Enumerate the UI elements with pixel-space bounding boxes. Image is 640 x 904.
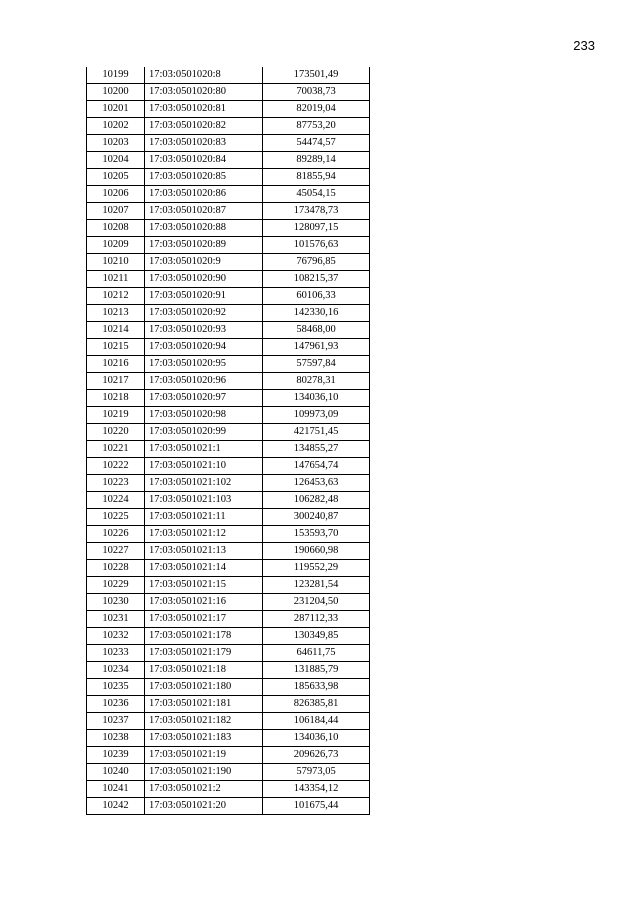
cadastral-number-cell: 17:03:0501020:90 xyxy=(145,271,263,288)
row-number-cell: 10232 xyxy=(87,628,145,645)
cadastral-number-cell: 17:03:0501021:179 xyxy=(145,645,263,662)
row-number-cell: 10233 xyxy=(87,645,145,662)
row-number-cell: 10214 xyxy=(87,322,145,339)
row-number-cell: 10231 xyxy=(87,611,145,628)
cadastral-value-table xyxy=(86,67,370,815)
row-number-cell: 10235 xyxy=(87,679,145,696)
cadastral-number-cell: 17:03:0501020:95 xyxy=(145,356,263,373)
table-row xyxy=(87,560,370,577)
cadastral-value-cell: 134036,10 xyxy=(263,390,370,407)
cadastral-number-cell: 17:03:0501020:85 xyxy=(145,169,263,186)
row-number-cell: 10221 xyxy=(87,441,145,458)
cadastral-number-cell: 17:03:0501021:16 xyxy=(145,594,263,611)
table-row xyxy=(87,356,370,373)
row-number-cell: 10201 xyxy=(87,101,145,118)
cadastral-value-cell: 101576,63 xyxy=(263,237,370,254)
row-number-cell: 10228 xyxy=(87,560,145,577)
row-number-cell: 10222 xyxy=(87,458,145,475)
table-row xyxy=(87,611,370,628)
table-row xyxy=(87,713,370,730)
table-row xyxy=(87,628,370,645)
row-number-cell: 10219 xyxy=(87,407,145,424)
cadastral-number-cell: 17:03:0501020:80 xyxy=(145,84,263,101)
table-row xyxy=(87,152,370,169)
cadastral-value-cell: 106184,44 xyxy=(263,713,370,730)
table-row xyxy=(87,254,370,271)
cadastral-number-cell: 17:03:0501020:83 xyxy=(145,135,263,152)
row-number-cell: 10212 xyxy=(87,288,145,305)
table-row xyxy=(87,237,370,254)
cadastral-value-cell: 64611,75 xyxy=(263,645,370,662)
table-row xyxy=(87,101,370,118)
cadastral-value-cell: 89289,14 xyxy=(263,152,370,169)
cadastral-number-cell: 17:03:0501021:102 xyxy=(145,475,263,492)
cadastral-number-cell: 17:03:0501020:81 xyxy=(145,101,263,118)
cadastral-number-cell: 17:03:0501021:103 xyxy=(145,492,263,509)
table-row xyxy=(87,679,370,696)
cadastral-value-cell: 128097,15 xyxy=(263,220,370,237)
table-row xyxy=(87,492,370,509)
table-row xyxy=(87,169,370,186)
row-number-cell: 10227 xyxy=(87,543,145,560)
table-row xyxy=(87,305,370,322)
row-number-cell: 10218 xyxy=(87,390,145,407)
table-row xyxy=(87,730,370,747)
cadastral-value-cell: 76796,85 xyxy=(263,254,370,271)
cadastral-number-cell: 17:03:0501020:89 xyxy=(145,237,263,254)
cadastral-value-cell: 153593,70 xyxy=(263,526,370,543)
cadastral-number-cell: 17:03:0501021:10 xyxy=(145,458,263,475)
table-row xyxy=(87,135,370,152)
row-number-cell: 10234 xyxy=(87,662,145,679)
row-number-cell: 10210 xyxy=(87,254,145,271)
cadastral-value-cell: 142330,16 xyxy=(263,305,370,322)
cadastral-value-cell: 81855,94 xyxy=(263,169,370,186)
row-number-cell: 10202 xyxy=(87,118,145,135)
cadastral-number-cell: 17:03:0501020:92 xyxy=(145,305,263,322)
row-number-cell: 10240 xyxy=(87,764,145,781)
cadastral-number-cell: 17:03:0501021:180 xyxy=(145,679,263,696)
cadastral-value-cell: 87753,20 xyxy=(263,118,370,135)
row-number-cell: 10215 xyxy=(87,339,145,356)
row-number-cell: 10242 xyxy=(87,798,145,815)
row-number-cell: 10230 xyxy=(87,594,145,611)
cadastral-value-cell: 106282,48 xyxy=(263,492,370,509)
cadastral-number-cell: 17:03:0501020:9 xyxy=(145,254,263,271)
table-row xyxy=(87,390,370,407)
table-row xyxy=(87,594,370,611)
row-number-cell: 10203 xyxy=(87,135,145,152)
cadastral-value-cell: 109973,09 xyxy=(263,407,370,424)
cadastral-value-cell: 185633,98 xyxy=(263,679,370,696)
cadastral-value-cell: 126453,63 xyxy=(263,475,370,492)
cadastral-number-cell: 17:03:0501021:178 xyxy=(145,628,263,645)
cadastral-number-cell: 17:03:0501020:82 xyxy=(145,118,263,135)
cadastral-value-cell: 101675,44 xyxy=(263,798,370,815)
cadastral-number-cell: 17:03:0501021:183 xyxy=(145,730,263,747)
table-row xyxy=(87,424,370,441)
table-row xyxy=(87,764,370,781)
cadastral-number-cell: 17:03:0501021:17 xyxy=(145,611,263,628)
row-number-cell: 10213 xyxy=(87,305,145,322)
cadastral-number-cell: 17:03:0501021:1 xyxy=(145,441,263,458)
table-row xyxy=(87,322,370,339)
cadastral-number-cell: 17:03:0501020:99 xyxy=(145,424,263,441)
cadastral-value-cell: 130349,85 xyxy=(263,628,370,645)
row-number-cell: 10223 xyxy=(87,475,145,492)
cadastral-value-cell: 134036,10 xyxy=(263,730,370,747)
row-number-cell: 10236 xyxy=(87,696,145,713)
row-number-cell: 10229 xyxy=(87,577,145,594)
row-number-cell: 10216 xyxy=(87,356,145,373)
row-number-cell: 10237 xyxy=(87,713,145,730)
table-row xyxy=(87,662,370,679)
cadastral-value-cell: 421751,45 xyxy=(263,424,370,441)
cadastral-value-cell: 119552,29 xyxy=(263,560,370,577)
cadastral-number-cell: 17:03:0501020:87 xyxy=(145,203,263,220)
row-number-cell: 10217 xyxy=(87,373,145,390)
cadastral-number-cell: 17:03:0501021:18 xyxy=(145,662,263,679)
cadastral-number-cell: 17:03:0501021:15 xyxy=(145,577,263,594)
table-row xyxy=(87,441,370,458)
cadastral-number-cell: 17:03:0501021:13 xyxy=(145,543,263,560)
cadastral-value-cell: 143354,12 xyxy=(263,781,370,798)
row-number-cell: 10238 xyxy=(87,730,145,747)
table-row xyxy=(87,118,370,135)
cadastral-value-cell: 147961,93 xyxy=(263,339,370,356)
cadastral-value-cell: 209626,73 xyxy=(263,747,370,764)
cadastral-value-cell: 147654,74 xyxy=(263,458,370,475)
table-row xyxy=(87,288,370,305)
cadastral-number-cell: 17:03:0501021:2 xyxy=(145,781,263,798)
table-row xyxy=(87,696,370,713)
row-number-cell: 10200 xyxy=(87,84,145,101)
table-row xyxy=(87,220,370,237)
cadastral-number-cell: 17:03:0501021:11 xyxy=(145,509,263,526)
row-number-cell: 10206 xyxy=(87,186,145,203)
table-row xyxy=(87,339,370,356)
cadastral-number-cell: 17:03:0501020:91 xyxy=(145,288,263,305)
table-row xyxy=(87,543,370,560)
cadastral-number-cell: 17:03:0501021:190 xyxy=(145,764,263,781)
row-number-cell: 10226 xyxy=(87,526,145,543)
cadastral-number-cell: 17:03:0501021:14 xyxy=(145,560,263,577)
table-row xyxy=(87,475,370,492)
table-row xyxy=(87,526,370,543)
table-row xyxy=(87,458,370,475)
cadastral-value-cell: 57973,05 xyxy=(263,764,370,781)
cadastral-number-cell: 17:03:0501020:93 xyxy=(145,322,263,339)
cadastral-value-cell: 826385,81 xyxy=(263,696,370,713)
row-number-cell: 10224 xyxy=(87,492,145,509)
table-row xyxy=(87,798,370,815)
row-number-cell: 10208 xyxy=(87,220,145,237)
table-row xyxy=(87,781,370,798)
cadastral-value-cell: 131885,79 xyxy=(263,662,370,679)
table-row xyxy=(87,509,370,526)
cadastral-value-cell: 82019,04 xyxy=(263,101,370,118)
cadastral-number-cell: 17:03:0501020:96 xyxy=(145,373,263,390)
cadastral-number-cell: 17:03:0501020:94 xyxy=(145,339,263,356)
cadastral-value-cell: 173478,73 xyxy=(263,203,370,220)
table-row xyxy=(87,67,370,84)
row-number-cell: 10241 xyxy=(87,781,145,798)
cadastral-value-cell: 190660,98 xyxy=(263,543,370,560)
cadastral-number-cell: 17:03:0501020:98 xyxy=(145,407,263,424)
row-number-cell: 10204 xyxy=(87,152,145,169)
table-row xyxy=(87,577,370,594)
row-number-cell: 10205 xyxy=(87,169,145,186)
table-row xyxy=(87,84,370,101)
table-row xyxy=(87,747,370,764)
cadastral-value-cell: 70038,73 xyxy=(263,84,370,101)
cadastral-number-cell: 17:03:0501021:181 xyxy=(145,696,263,713)
row-number-cell: 10225 xyxy=(87,509,145,526)
page-number: 233 xyxy=(573,38,595,53)
cadastral-value-cell: 60106,33 xyxy=(263,288,370,305)
cadastral-number-cell: 17:03:0501021:19 xyxy=(145,747,263,764)
row-number-cell: 10207 xyxy=(87,203,145,220)
cadastral-number-cell: 17:03:0501021:12 xyxy=(145,526,263,543)
row-number-cell: 10209 xyxy=(87,237,145,254)
cadastral-number-cell: 17:03:0501020:84 xyxy=(145,152,263,169)
cadastral-value-cell: 300240,87 xyxy=(263,509,370,526)
cadastral-number-cell: 17:03:0501020:8 xyxy=(145,67,263,84)
table-row xyxy=(87,645,370,662)
cadastral-value-cell: 45054,15 xyxy=(263,186,370,203)
cadastral-value-cell: 287112,33 xyxy=(263,611,370,628)
cadastral-number-cell: 17:03:0501021:20 xyxy=(145,798,263,815)
cadastral-value-cell: 123281,54 xyxy=(263,577,370,594)
cadastral-value-cell: 108215,37 xyxy=(263,271,370,288)
cadastral-number-cell: 17:03:0501020:86 xyxy=(145,186,263,203)
cadastral-value-cell: 54474,57 xyxy=(263,135,370,152)
cadastral-value-cell: 80278,31 xyxy=(263,373,370,390)
row-number-cell: 10199 xyxy=(87,67,145,84)
row-number-cell: 10220 xyxy=(87,424,145,441)
cadastral-value-cell: 58468,00 xyxy=(263,322,370,339)
table-row xyxy=(87,373,370,390)
row-number-cell: 10211 xyxy=(87,271,145,288)
cadastral-value-cell: 231204,50 xyxy=(263,594,370,611)
cadastral-value-cell: 134855,27 xyxy=(263,441,370,458)
cadastral-value-cell: 57597,84 xyxy=(263,356,370,373)
cadastral-number-cell: 17:03:0501020:88 xyxy=(145,220,263,237)
table-row xyxy=(87,203,370,220)
cadastral-value-cell: 173501,49 xyxy=(263,67,370,84)
table-row xyxy=(87,271,370,288)
cadastral-number-cell: 17:03:0501021:182 xyxy=(145,713,263,730)
table-body xyxy=(87,67,370,815)
cadastral-number-cell: 17:03:0501020:97 xyxy=(145,390,263,407)
row-number-cell: 10239 xyxy=(87,747,145,764)
table-row xyxy=(87,186,370,203)
table-row xyxy=(87,407,370,424)
